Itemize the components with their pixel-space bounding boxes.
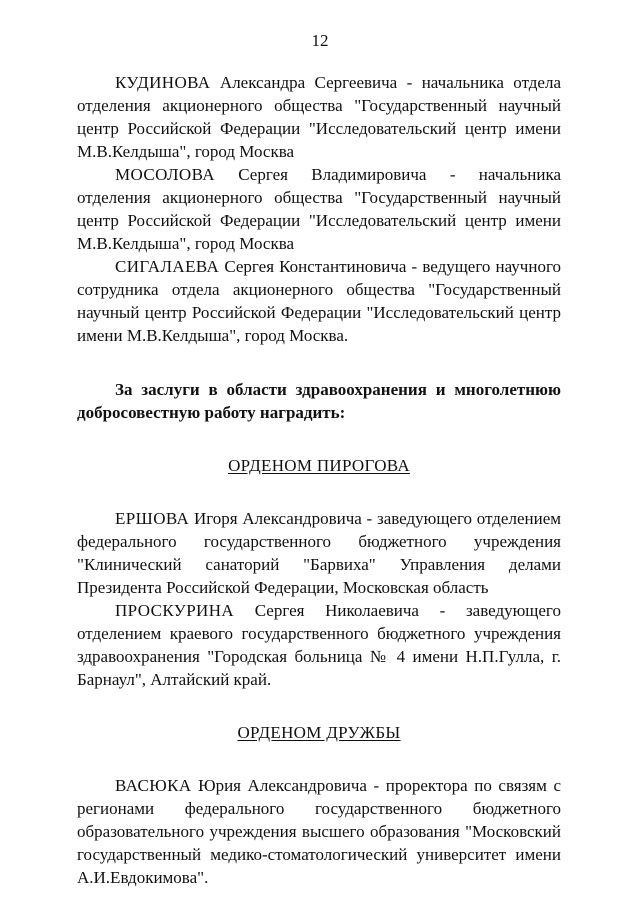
document-body	[77, 71, 561, 889]
person-details: Сергея Константиновича - ведущего научного сотрудника отдела акционерного общества "Государственный научный центр Российской Федерации "Исследовательский центр имени М.В.Келдыша", город Москва.	[77, 257, 561, 345]
person-details: Сергея Владимировича - начальника отделения акционерного общества "Государственный научный центр Российской Федерации "Исследовательский центр имени М.В.Келдыша", город Москва	[77, 165, 561, 253]
person-surname: ЕРШОВА	[115, 509, 190, 528]
award-entry	[77, 599, 561, 691]
person-surname: КУДИНОВА	[115, 73, 211, 92]
award-entry	[77, 255, 561, 347]
award-heading-friendship: ОРДЕНОМ ДРУЖБЫ	[237, 723, 401, 742]
award-entry	[77, 507, 561, 599]
person-details: Игоря Александровича - заведующего отделением федерального государственного бюджетного учреждения "Клинический санаторий "Барвиха" Управления делами Президента Российской Федерации, Московская область	[77, 509, 561, 597]
section-intro: За заслуги в области здравоохранения и многолетнюю добросовестную работу наградить:	[77, 380, 561, 422]
award-heading-pirogov: ОРДЕНОМ ПИРОГОВА	[228, 456, 410, 475]
award-entry	[77, 774, 561, 889]
person-surname: СИГАЛАЕВА	[115, 257, 220, 276]
award-entry	[77, 71, 561, 163]
person-details: Александра Сергеевича - начальника отдела отделения акционерного общества "Государственный научный центр Российской Федерации "Исследовательский центр имени М.В.Келдыша", город Москва	[77, 73, 561, 161]
page-number: 12	[311, 31, 329, 50]
award-entry	[77, 163, 561, 255]
person-surname: ПРОСКУРИНА	[115, 601, 235, 620]
person-surname: ВАСЮКА	[115, 776, 192, 795]
person-details: Сергея Николаевича - заведующего отделением краевого государственного бюджетного учреждения здравоохранения "Городская больница № 4 имени Н.П.Гулла, г. Барнаул", Алтайский край.	[77, 601, 561, 689]
person-surname: МОСОЛОВА	[115, 165, 215, 184]
person-details: Юрия Александровича - проректора по связям с регионами федерального государственного бюджетного образовательного учреждения высшего образования "Московский государственный медико-стоматологический университет имени А.И.Евдокимова".	[77, 776, 561, 887]
